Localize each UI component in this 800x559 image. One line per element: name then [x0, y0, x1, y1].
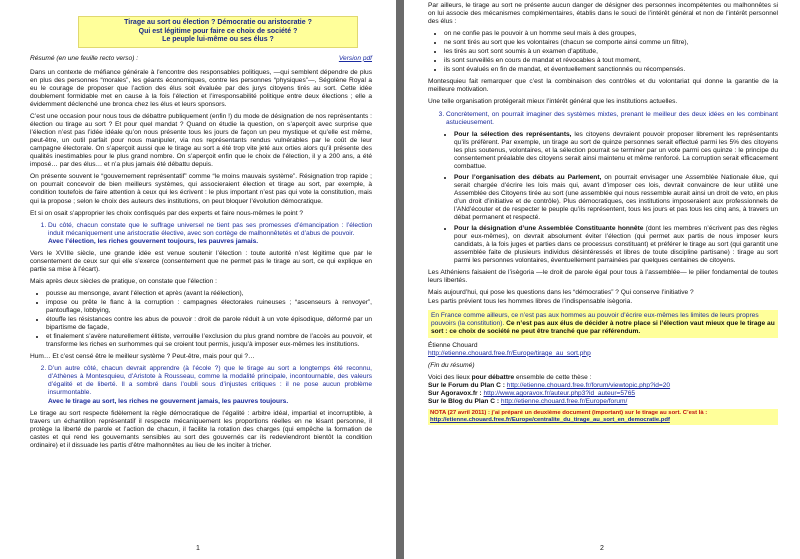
proposal-heading: Pour la désignation d’une Assemblée Constituante honnête [454, 225, 644, 233]
highlighted-conclusion [428, 310, 778, 338]
list-item: • on ne confie pas le pouvoir à un homme seul mais à des groupes, [444, 30, 778, 38]
point-conclusion: Avec le tirage au sort, les riches ne gouvernent jamais, les pauvres toujours. [48, 397, 289, 405]
proposal-heading: Pour l’organisation des débats au Parlement, [454, 173, 602, 181]
author-name: Étienne Chouard [428, 341, 478, 349]
links-intro-text: ensemble de cette thèse : [514, 373, 592, 381]
paragraph: Par ailleurs, le tirage au sort ne présente aucun danger de désigner des personnes incompétentes ou malhonnêtes si on lui associe des mécanismes complémentaires, établis dans le souci de l’intérêt général et non de l’intérêt personnel des élus : [428, 2, 778, 26]
list-item: • ne sont tirés au sort que les volontaires (chacun se comporte ainsi comme un filtre), [444, 39, 778, 47]
nota-box [428, 409, 778, 425]
debate-links [428, 382, 778, 406]
paragraph: Vers le XVIIIe siècle, une grande idée est venue soutenir l’élection : toute autorité n’est légitime que par le consentement de ceux sur qui elle s’exerce (consentement que ne permet pas le tirage au sort, ce qui explique en partie sa mise à l’écart). [30, 249, 372, 273]
point-lead: 3. Concrètement, on pourrait imaginer des systèmes mixtes, prenant le meilleur des deux idées en les combinant astucieusement. [446, 111, 778, 127]
links-intro [428, 374, 778, 382]
link-label: Sur le Blog du Plan C : [428, 397, 500, 405]
point-lead: 1. Du côté, chacun constate que le suffrage universel ne tient pas ses promesses d’émancipation : l’élection induit mécaniquement une aristocratie élective, avec son cortège de malhonnêtetés et d’abus de pouvoir. [48, 221, 372, 237]
blog-link[interactable]: http://etienne.chouard.free.fr/Europe/forum/ [500, 397, 628, 405]
highlight-bold: Ce n’est pas aux élus de décider à notre place si l’élection vaut mieux que le tirage au sort : ce choix de société ne peut être tranché que par référendum. [431, 319, 775, 335]
list-item: • étouffe les résistances contre les abus de pouvoir : droit de parole réduit à un vote épisodique, déformé par un bipartisme de façade, [46, 316, 372, 332]
nota-text: NOTA (27 avril 2011) : j’ai préparé un deuxième document (important) sur le tirage au sort. C’est là : [430, 410, 708, 417]
page-number: 2 [600, 544, 604, 552]
safeguards-list [428, 30, 778, 74]
list-item: • impose ou prête le flanc à la corruption : campagnes électorales ruineuses ; “ascenseurs à renvoyer”, pantouflage, lobbying, [46, 299, 372, 315]
summary-label: Résumé (en une feuille recto verso) : [30, 54, 139, 62]
end-label: (Fin du résumé) [428, 361, 475, 369]
paragraph: Montesquieu fait remarquer que c’est la combinaison des contrôles et du volontariat qui donne la garantie de la meilleure motivation. [428, 78, 778, 94]
forum-link[interactable]: http://etienne.chouard.free.fr/forum/viewtopic.php?id=20 [506, 381, 671, 389]
question-text: Mais aujourd’hui, qui pose les questions dans les “démocraties” ? Qui conserve l’initiative ? [428, 289, 694, 297]
proposal-item [454, 225, 778, 265]
numbered-point-2 [30, 365, 372, 405]
pdf-version-link[interactable]: Version pdf [338, 54, 372, 62]
list-item: • et finalement s’avère naturellement élitiste, verrouille l’exclusion du plus grand nombre de l’accès au pouvoir, et transforme les riches en surhommes qui se croient tout permis, jusqu’à imposer eux-mêmes les institutions. [46, 333, 372, 349]
links-intro-bold: pour débattre [471, 373, 515, 381]
paragraph: Et si on osait s’approprier les choix confisqués par des experts et faire nous-mêmes le point ? [30, 209, 304, 217]
debate-link-row [428, 382, 778, 390]
document-page-2 [404, 0, 800, 559]
paragraph: C’est une occasion pour nous tous de débattre publiquement (enfin !) du mode de désignation de nos représentants : élection ou tirage au sort ? Et pour quel mandat ? Quand on étudie la question, on s’aperçoit avec surprise que l’élection n’est pas l’idée idéale qu’on nous présente tous les jours de façon un peu mystique et qu’elle est même, peut-être, un outil parfait pour nous manipuler, via nos représentants rendus vulnérables par le coût de leur campagne électorale. On s’aperçoit aussi que le tirage au sort a été trop vite jeté aux orties alors qu’il présente des qualités inestimables pour le plus grand nombre. On s’aperçoit enfin que le choix de l’élection, il y a 200 ans, a été imposé… par des élus… et n’a plus jamais été débattu depuis. [30, 113, 372, 169]
list-item: • pousse au mensonge, avant l’élection et après (avant la réélection), [46, 290, 372, 298]
paragraph: Hum… Et c’est censé être le meilleur système ? Peut-être, mais pour qui ?… [30, 353, 255, 361]
title-line: Le peuple lui-même ou ses élus ? [162, 36, 274, 44]
paragraph: Dans un contexte de méfiance générale à l’encontre des responsables politiques, —qui semblent dépendre de plus en plus des personnes “morales”, les géants économiques, contre les personnes “physiques”—, Ségolène Royal a eu le courage de proposer que l’action des élus soit évaluée par des jurys citoyens tirés au sort. Cette idée doublement formidable met en cause à la fois l’élection et l’irresponsabilité politique entre deux élections ; elle a évidemment déclenché une bronca chez les élus et leurs sponsors. [30, 68, 372, 109]
paragraph: Les partis prévient tous les hommes libres de l’indispensable isègoria. [428, 297, 633, 305]
paragraph: On présente souvent le “gouvernement représentatif” comme “le moins mauvais système”. Résignation trop rapide ; on pourrait concevoir de bien meilleurs systèmes, qui associeraient élection et tirage au sort, par exemple, à condition toutefois de faire attention à ceux qui les écrivent : le plus important n’est pas qui vote la constitution, mais qui la propose ; selon le choix des auteurs des institutions, on peut bloquer l’évolution démocratique. [30, 173, 372, 205]
author-signature [428, 342, 778, 358]
title-line: Qui est légitime pour faire ce choix de société ? [138, 27, 298, 35]
document-page-1 [0, 0, 396, 559]
debate-link-row [428, 390, 778, 398]
title-line: Tirage au sort ou élection ? Démocratie ou aristocratie ? [124, 19, 312, 26]
nota-link[interactable]: http://etienne.chouard.free.fr/Europe/centralite_du_tirage_au_sort_en_democratie.pdf [430, 417, 670, 424]
proposal-text: les citoyens devraient pouvoir proposer librement les représentants qu’ils préfèrent. Par exemple, un tirage au sort de quinze personnes serait effectué parmi les 5% des citoyens les plus soutenus, volontaires, et la sélection pourrait se terminer par un vote parmi ces quinze : le principe du consentement préalable des citoyens serait ainsi maintenu et même renforcé. La corruption serait efficacement combattue. [454, 130, 778, 170]
author-link[interactable]: http://etienne.chouard.free.fr/Europe/tirage_au_sort.php [428, 349, 591, 357]
paragraph: Les Athéniens faisaient de l’isègoria —le droit de parole égal pour tous à l’assemblée— le pilier fondamental de toutes leurs libertés. [428, 269, 778, 285]
election-critique-list [30, 290, 372, 349]
list-item: • ils sont surveillés en cours de mandat et révocables à tout moment, [444, 57, 778, 65]
numbered-point-3 [428, 111, 778, 127]
proposal-text: on pourrait envisager une Assemblée Nationale élue, qui serait chargée d’écrire les lois mais qui, avant d’imposer ces lois, devrait convaincre de leur utilité une Assemblée des Citoyens tirée au sort (une assemblée qui nous ressemble aurait ainsi un droit de veto, en plus d’un droit d’initiative et de contrôle). Plus démocratiques, ces institutions imposeraient aux professionnels de l’ANd’écouter et de respecter le peuple qu’ils représentent, tous les jours et pas tous les cinq ans, à travers un débat permanent et respecté. [454, 173, 779, 222]
list-item: • ils sont évalués en fin de mandat, et éventuellement sanctionnés ou récompensés. [444, 66, 778, 74]
paragraph: Une telle organisation protégerait mieux l’intérêt général que les institutions actuelles. [428, 98, 678, 106]
link-label: Sur Agoravox.fr : [428, 389, 482, 397]
proposals-list [438, 131, 778, 266]
highlight-lead: En France comme ailleurs, ce n’est pas aux hommes au pouvoir d’écrire eux-mêmes les limites de leurs propres pouvoirs (la constitution). [431, 311, 759, 327]
page-number: 1 [196, 544, 200, 552]
proposal-item [454, 131, 778, 171]
link-label: Sur le Forum du Plan C : [428, 381, 505, 389]
proposal-item [454, 174, 778, 222]
links-intro-text: Voici des lieux [428, 373, 472, 381]
paragraph: Mais après deux siècles de pratique, on constate que l’élection : [30, 277, 217, 285]
paragraph: Le tirage au sort respecte fidèlement la règle démocratique de l’égalité : arbitre idéal, impartial et incorruptible, à travers un échantillon représentatif il respecte mécaniquement les proportions réelles en ne lésant personne, il protège la liberté de parole et l’action de chacun, il facilite la rotation des charges (qui empêche la formation de castes et qui rend les gouvernants sensibles au sort des gouvernés car ils redeviendront bientôt la condition ordinaire) et il dissuade les partis d’être malhonnêtes au lieu de les inciter à tricher. [30, 409, 372, 449]
point-conclusion: Avec l’élection, les riches gouvernent toujours, les pauvres jamais. [48, 237, 259, 245]
debate-link-row [428, 398, 778, 406]
numbered-point-1 [30, 222, 372, 246]
proposal-heading: Pour la sélection des représentants, [454, 130, 572, 138]
paragraph [428, 289, 778, 297]
point-lead: 2. D’un autre côté, chacun devrait apprendre (à l’école ?) que le tirage au sort a longtemps été reconnu, d’Athènes à Montesquieu, d’Aristote à Rousseau, comme la modalité principale, incontournable, des valeurs d’égalité et de liberté. Il a sombré dans l’oubli sous d’injustes critiques : il ne pose aucun problème insurmontable. [48, 365, 372, 397]
proposal-text: (dont les membres n’écrivent pas des règles pour eux-mêmes), on devrait absolument éviter l’élection (qui permet aux partis de nous imposer leurs candidats, à la fois juges et parties dans ce processus constituant) et préférer le tirage au sort (qui garantit une assemblée faite de plusieurs individus désintéressés et libres de toute discipline partisane) : tirage au sort parmi les personnes volontaires, éventuellement parrainées par quelques centaines de citoyens. [454, 225, 779, 265]
document-title-box [78, 16, 358, 48]
summary-row [30, 55, 372, 63]
list-item: • les tirés au sort sont soumis à un examen d’aptitude, [444, 48, 778, 56]
agoravox-link[interactable]: http://www.agoravox.fr/auteur.php3?id_auteur=5765 [483, 389, 636, 397]
